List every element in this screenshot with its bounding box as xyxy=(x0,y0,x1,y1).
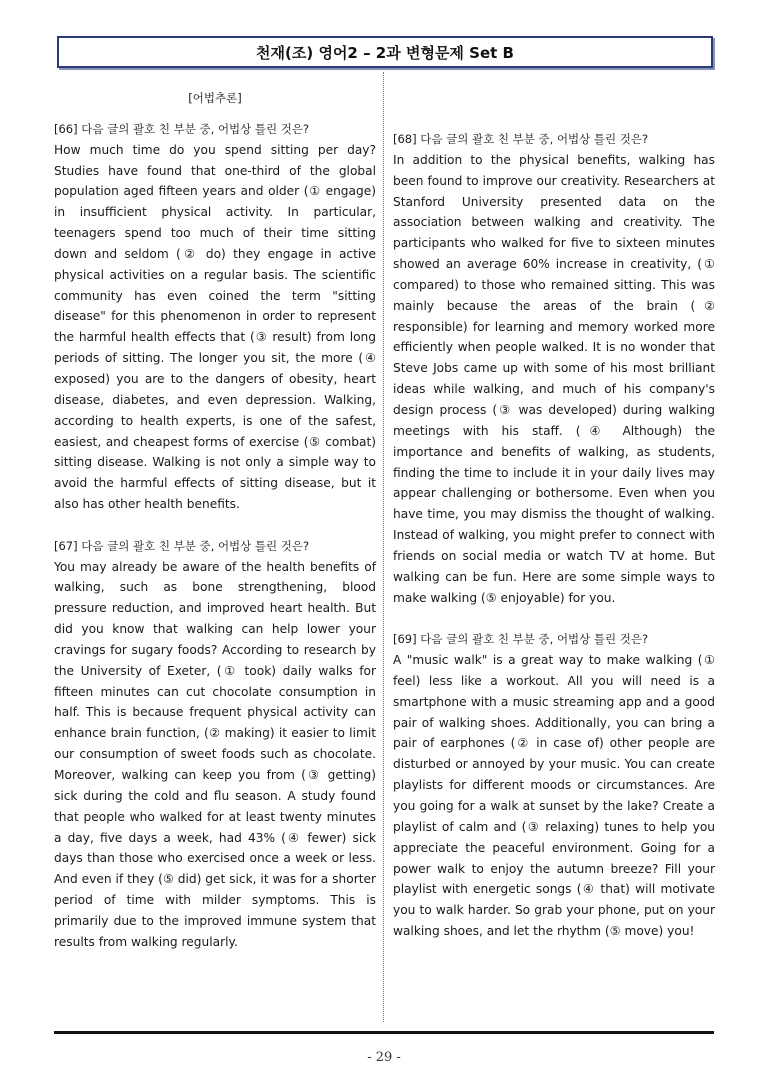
column-divider xyxy=(383,72,384,1022)
header-title: 천재(조) 영어2 – 2과 변형문제 Set B xyxy=(256,43,514,62)
page-number: - 29 - xyxy=(367,1050,401,1065)
footer-rule xyxy=(54,1031,714,1034)
question-66-passage: How much time do you spend sitting per day? Studies have found that one-third of the global population aged fifteen years and older (① engage) in insufficient physical activity. In particular, teenagers spend too much of their time sitting down and seldom (② do) they engage in active physical activities on a regular basis. The scientific community has even coined the term "sitting disease" for this phenomenon in order to represent the harmful health effects that (③ result) from long periods of sitting. The longer you sit, the more (④ exposed) you are to the dangers of obesity, heart disease, diabetes, and even depression. Walking, according to health experts, is one of the safest, easiest, and cheapest forms of exercise (⑤ combat) sitting disease. Walking is not only a simple way to avoid the harmful effects of sitting disease, but it also has other health benefits. xyxy=(54,142,376,512)
question-69-passage: A "music walk" is a great way to make walking (① feel) less like a workout. All you will need is a smartphone with a music streaming app and a good pair of walking shoes. Additionally, you can bring a pair of earphones (② in case of) other people are disturbed or annoyed by your music. You can create playlists for different moods or circumstances. Are you going for a walk at sunset by the lake? Create a playlist of calm and (③ relaxing) tunes to help you appreciate the peaceful environment. Going for a power walk to enjoy the autumn breeze? Fill your playlist with energetic songs (④ that) will motivate you to walk harder. So grab your phone, put on your walking shoes, and let the rhythm (⑤ move) you! xyxy=(393,653,715,939)
right-column xyxy=(393,80,715,942)
left-column xyxy=(54,80,376,953)
section-label: [어법추론] xyxy=(188,91,242,105)
question-68-prompt: [68] 다음 글의 괄호 친 부분 중, 어법상 틀린 것은? xyxy=(393,132,649,146)
page-header xyxy=(57,36,713,68)
spacer xyxy=(393,608,715,629)
question-67-passage: You may already be aware of the health benefits of walking, such as bone strengthening, blood pressure reduction, and improved heart health. But did you know that walking can help lower your cravings for sugary foods? According to research by the University of Exeter, (① took) daily walks for fifteen minutes can cut chocolate consumption in half. This is because frequent physical activity can enhance brain function, (② making) it easier to limit our consumption of sweet foods such as chocolate. Moreover, walking can keep you from (③ getting) sick during the cold and flu season. A study found that people who walked for at least twenty minutes a day, five days a week, had 43% (④ fewer) sick days than those who exercised once a week or less. And even if they (⑤ did) get sick, it was for a shorter period of time with milder symptoms. This is primarily due to the improved immune system that results from walking regularly. xyxy=(54,559,376,949)
question-66-prompt: [66] 다음 글의 괄호 친 부분 중, 어법상 틀린 것은? xyxy=(54,121,310,136)
question-68-passage: In addition to the physical benefits, walking has been found to improve our creativity. Researchers at Stanford University presented data on the association between walking and creativity. The participants who walked for five to sixteen minutes showed an average 60% increase in creativity, (① compared) to those who remained sitting. This was mainly because the areas of the brain (② responsible) for learning and memory worked more efficiently when people walked. It is no wonder that Steve Jobs came up with some of his most brilliant ideas while walking, and much of his company's design process (③ was developed) during walking meetings with his staff. (④ Although) the importance and benefits of walking, as students, finding the time to include it in your daily lives may appear challenging or bothersome. Even when you have time, you may dismiss the thought of walking. Instead of walking, you might prefer to connect with friends on social media or watch TV at home. But walking can be fun. Here are some simple ways to make walking (⑤ enjoyable) for you. xyxy=(393,152,715,605)
question-67-prompt: [67] 다음 글의 괄호 친 부분 중, 어법상 틀린 것은? xyxy=(54,538,310,553)
spacer xyxy=(54,515,376,536)
question-69-prompt: [69] 다음 글의 괄호 친 부분 중, 어법상 틀린 것은? xyxy=(393,632,649,647)
